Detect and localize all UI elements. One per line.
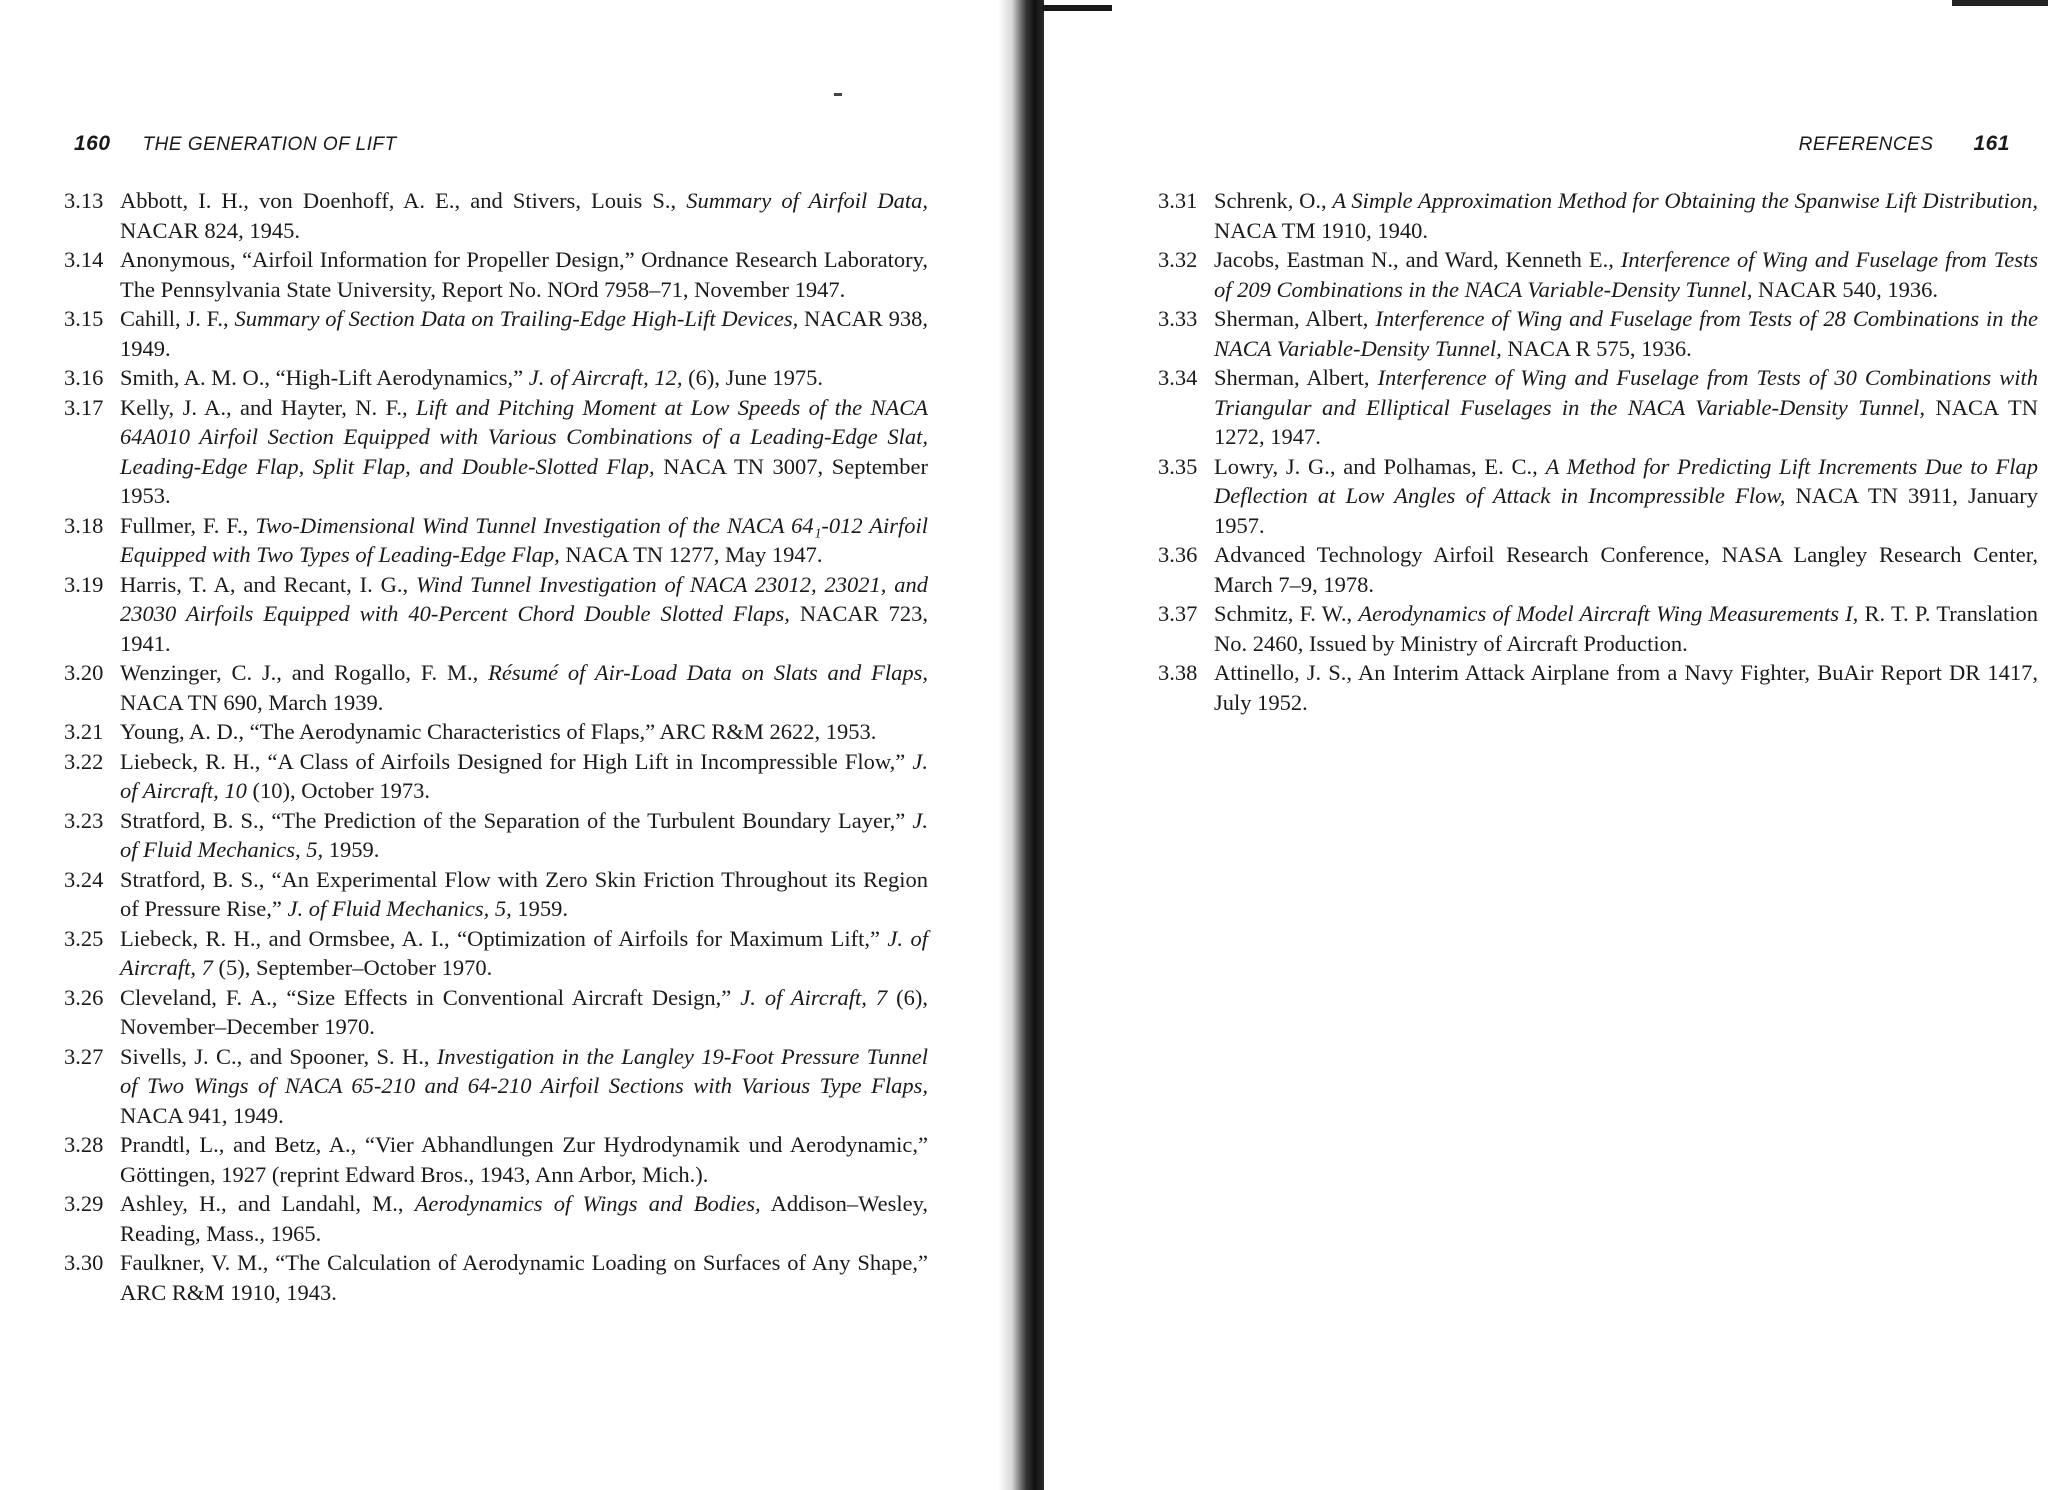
reference-text-segment: NACAR 723, 1941. (120, 601, 929, 656)
reference-text-segment: NACA TM 1910, 1940. (1214, 217, 1428, 243)
reference-entry (64, 186, 928, 245)
reference-text-segment: Lowry, J. G., and Polhamas, E. C., (1214, 453, 1546, 479)
reference-entry (64, 1248, 928, 1307)
reference-number: 3.23 (64, 807, 104, 833)
reference-text-segment: NACA TN 1277, May 1947. (559, 542, 823, 567)
reference-text (120, 1248, 928, 1307)
speck (834, 93, 842, 96)
reference-text (1214, 363, 2038, 452)
reference-text (120, 511, 928, 570)
reference-number: 3.35 (1158, 453, 1198, 479)
reference-number: 3.19 (64, 571, 104, 597)
reference-title-italic: J. of Aircraft, 10 (120, 748, 928, 803)
reference-entry (1158, 658, 2038, 717)
reference-text-segment: Sivells, J. C., and Spooner, S. H., (120, 1043, 437, 1069)
reference-number: 3.13 (64, 188, 104, 213)
reference-text (1214, 186, 2038, 245)
reference-number: 3.36 (1158, 542, 1198, 567)
reference-text-segment: NACA TN 1272, 1947. (1214, 394, 2038, 449)
reference-entry (64, 1042, 928, 1131)
reference-title-italic: J. of Aircraft, 7 (120, 925, 928, 980)
reference-number: 3.31 (1158, 188, 1198, 213)
reference-text-segment: Prandtl, L., and Betz, A., “Vier Abhandlungen Zur Hydrodynamik und Aerodynamic,” Göttingen, 1927 (reprint Edward Bros., 1943, Ann Arbor, Mich.). (120, 1132, 928, 1187)
reference-entry (1158, 599, 2038, 658)
reference-text-segment: 1959. (511, 896, 569, 921)
reference-text (1214, 658, 2038, 717)
reference-title-italic: Interference of Wing and Fuselage from Tests of 30 Combinations with Triangular and Elliptical Fuselages in the NACA Variable-Density Tunnel, (1214, 365, 2038, 420)
reference-number: 3.29 (64, 1191, 104, 1216)
left-running-head (74, 132, 934, 156)
reference-text-segment: Anonymous, “Airfoil Information for Propeller Design,” Ordnance Research Laboratory, The Pennsylvania State University, Report No. NOrd 7958–71, November 1947. (120, 247, 928, 302)
reference-text (120, 304, 928, 363)
reference-title-italic: Lift and Pitching Moment at Low Speeds of the NACA 64A010 Airfoil Section Equipped with Various Combinations of a Leading-Edge Slat, Leading-Edge Flap, Split Flap, and Double-Slotted Flap, (120, 394, 928, 479)
reference-text (120, 1042, 928, 1131)
reference-text (1214, 452, 2038, 541)
reference-number: 3.33 (1158, 306, 1198, 331)
reference-text-segment: Liebeck, R. H., “A Class of Airfoils Designed for High Lift in Incompressible Flow,” (120, 748, 913, 774)
reference-text-segment: Advanced Technology Airfoil Research Conference, NASA Langley Research Center, March 7–9, 1978. (1214, 542, 2038, 597)
right-page (1030, 0, 2048, 1490)
reference-title-italic: Summary of Section Data on Trailing-Edge High-Lift Devices, (234, 306, 799, 331)
reference-text-segment: Harris, T. A, and Recant, I. G., (120, 571, 416, 597)
reference-text (120, 186, 928, 245)
reference-text-segment: Attinello, J. S., An Interim Attack Airplane from a Navy Fighter, BuAir Report DR 1417, July 1952. (1214, 660, 2038, 715)
reference-text-segment: Sherman, Albert, (1214, 306, 1376, 331)
reference-text (120, 865, 928, 924)
reference-text (120, 245, 928, 304)
reference-text-segment: Cleveland, F. A., “Size Effects in Conventional Aircraft Design,” (120, 984, 741, 1010)
reference-text-segment: Ashley, H., and Landahl, M., (120, 1191, 415, 1216)
reference-text-segment: Schrenk, O., (1214, 188, 1333, 213)
reference-number: 3.27 (64, 1043, 104, 1069)
reference-text (120, 806, 928, 865)
reference-text-segment: NACAR 540, 1936. (1752, 276, 1938, 302)
reference-text-segment: Stratford, B. S., “An Experimental Flow with Zero Skin Friction Throughout its Region of Pressure Rise,” (120, 866, 928, 921)
reference-text (1214, 540, 2038, 599)
running-title: REFERENCES (1798, 134, 1934, 155)
reference-entry (64, 393, 928, 511)
reference-text-segment: Wenzinger, C. J., and Rogallo, F. M., (120, 660, 489, 685)
reference-text (1214, 245, 2038, 304)
reference-title-italic: J. of Fluid Mechanics, 5, (287, 896, 512, 921)
reference-text (120, 1130, 928, 1189)
reference-entry (1158, 186, 2038, 245)
reference-text-segment: NACA TN 3911, January 1957. (1214, 483, 2038, 538)
reference-title-italic: Aerodynamics of Wings and Bodies, (414, 1191, 761, 1216)
reference-text-segment: (5), September–October 1970. (212, 955, 493, 980)
reference-text-segment: NACA R 575, 1936. (1501, 335, 1692, 361)
reference-text-segment: NACA 941, 1949. (120, 1102, 284, 1128)
reference-text-segment: Smith, A. M. O., “High-Lift Aerodynamics,” (120, 365, 529, 390)
reference-number: 3.16 (64, 365, 104, 390)
reference-text-segment: Schmitz, F. W., (1214, 601, 1359, 626)
reference-text-segment: Faulkner, V. M., “The Calculation of Aerodynamic Loading on Surfaces of Any Shape,” ARC R&M 1910, 1943. (120, 1250, 928, 1305)
reference-text (120, 363, 928, 393)
reference-text (120, 393, 928, 511)
reference-text-segment: Cahill, J. F., (120, 306, 235, 331)
reference-title-italic: J. of Aircraft, 7 (740, 984, 888, 1010)
reference-entry (64, 363, 928, 393)
reference-title-italic: Summary of Airfoil Data, (686, 188, 929, 213)
reference-text-segment: Kelly, J. A., and Hayter, N. F., (120, 394, 416, 420)
left-page (0, 0, 1010, 1490)
reference-entry (64, 304, 928, 363)
reference-title-italic: Résumé of Air-Load Data on Slats and Flaps, (488, 660, 928, 685)
reference-entry (64, 983, 928, 1042)
reference-title-italic: Interference of Wing and Fuselage from Tests of 209 Combinations in the NACA Variable-Density Tunnel, (1214, 247, 2039, 302)
reference-text (1214, 304, 2038, 363)
reference-number: 3.21 (64, 719, 104, 744)
reference-entry (64, 924, 928, 983)
reference-text (120, 983, 928, 1042)
reference-text-segment: Addison–Wesley, Reading, Mass., 1965. (120, 1191, 928, 1246)
reference-title-italic: A Simple Approximation Method for Obtaining the Spanwise Lift Distribution, (1332, 188, 2038, 213)
reference-title-italic: Wind Tunnel Investigation of NACA 23012, 23021, and 23030 Airfoils Equipped with 40-Percent Chord Double Slotted Flaps, (120, 571, 928, 626)
reference-number: 3.26 (64, 984, 104, 1010)
reference-number: 3.38 (1158, 660, 1198, 685)
reference-text-segment: Stratford, B. S., “The Prediction of the Separation of the Turbulent Boundary Layer,” (120, 807, 913, 833)
reference-number: 3.25 (64, 925, 104, 951)
reference-entry (64, 511, 928, 570)
reference-entry (64, 747, 928, 806)
reference-text (1214, 599, 2038, 658)
reference-title-italic: Interference of Wing and Fuselage from Tests of 28 Combinations in the NACA Variable-Density Tunnel, (1214, 306, 2038, 361)
reference-title-italic: Aerodynamics of Model Aircraft Wing Measurements I, (1358, 601, 1859, 626)
reference-number: 3.15 (64, 306, 104, 331)
reference-text-segment: Sherman, Albert, (1214, 365, 1378, 390)
reference-entry (64, 245, 928, 304)
reference-title-italic: Investigation in the Langley 19-Foot Pressure Tunnel of Two Wings of NACA 65-210 and 64-210 Airfoil Sections with Various Type Flaps, (120, 1043, 928, 1098)
reference-entry (64, 806, 928, 865)
reference-text-segment: NACAR 824, 1945. (120, 217, 301, 243)
reference-number: 3.32 (1158, 247, 1198, 272)
reference-text (120, 1189, 928, 1248)
running-title: THE GENERATION OF LIFT (142, 134, 397, 155)
reference-entry (64, 1189, 928, 1248)
reference-list (1158, 186, 2038, 717)
reference-text-segment: Abbott, I. H., von Doenhoff, A. E., and Stivers, Louis S., (120, 188, 687, 213)
page-number: 161 (1973, 132, 2010, 155)
reference-title-italic: J. of Aircraft, 12, (528, 365, 683, 390)
reference-entry (1158, 304, 2038, 363)
reference-number: 3.34 (1158, 365, 1198, 390)
reference-text-segment: Liebeck, R. H., and Ormsbee, A. I., “Optimization of Airfoils for Maximum Lift,” (120, 925, 888, 951)
reference-list (64, 186, 928, 1307)
reference-entry (64, 658, 928, 717)
reference-number: 3.22 (64, 748, 104, 774)
reference-number: 3.30 (64, 1250, 104, 1275)
reference-text-segment: NACA TN 690, March 1939. (120, 689, 384, 715)
reference-text-segment: 1959. (323, 837, 380, 862)
reference-text-segment: (10), October 1973. (246, 778, 430, 803)
reference-text-segment: R. T. P. Translation No. 2460, Issued by Ministry of Aircraft Production. (1214, 601, 2039, 656)
reference-text-segment: NACA TN 3007, September 1953. (120, 453, 928, 508)
reference-number: 3.17 (64, 394, 104, 420)
reference-entry (64, 865, 928, 924)
right-running-head (1030, 132, 2010, 156)
reference-number: 3.24 (64, 866, 104, 892)
reference-number: 3.14 (64, 247, 104, 272)
reference-text (120, 570, 928, 659)
reference-text (120, 747, 928, 806)
reference-text-segment: (6), June 1975. (682, 365, 824, 390)
reference-text (120, 717, 928, 747)
reference-text-segment: Jacobs, Eastman N., and Ward, Kenneth E., (1214, 247, 1621, 272)
reference-text-segment: Young, A. D., “The Aerodynamic Characteristics of Flaps,” ARC R&M 2622, 1953. (120, 719, 877, 744)
reference-text-segment: Fullmer, F. F., (120, 512, 256, 538)
reference-entry (1158, 363, 2038, 452)
reference-number: 3.28 (64, 1132, 104, 1157)
reference-entry (64, 570, 928, 659)
reference-number: 3.20 (64, 660, 104, 685)
reference-title-italic: J. of Fluid Mechanics, 5, (120, 807, 928, 862)
reference-text (120, 658, 928, 717)
reference-text (120, 924, 928, 983)
reference-entry (1158, 245, 2038, 304)
page-number: 160 (74, 132, 111, 155)
reference-number: 3.37 (1158, 601, 1198, 626)
reference-entry (1158, 452, 2038, 541)
reference-title-italic: Two-Dimensional Wind Tunnel Investigation of the NACA 64₁-012 Airfoil Equipped with Two Types of Leading-Edge Flap, (120, 512, 928, 567)
reference-text-segment: (6), November–December 1970. (120, 984, 928, 1039)
reference-title-italic: A Method for Predicting Lift Increments Due to Flap Deflection at Low Angles of Attack in Incompressible Flow, (1214, 453, 2038, 508)
reference-number: 3.18 (64, 512, 104, 538)
reference-entry (64, 717, 928, 747)
reference-text-segment: NACAR 938, 1949. (120, 306, 929, 361)
reference-entry (1158, 540, 2038, 599)
reference-entry (64, 1130, 928, 1189)
